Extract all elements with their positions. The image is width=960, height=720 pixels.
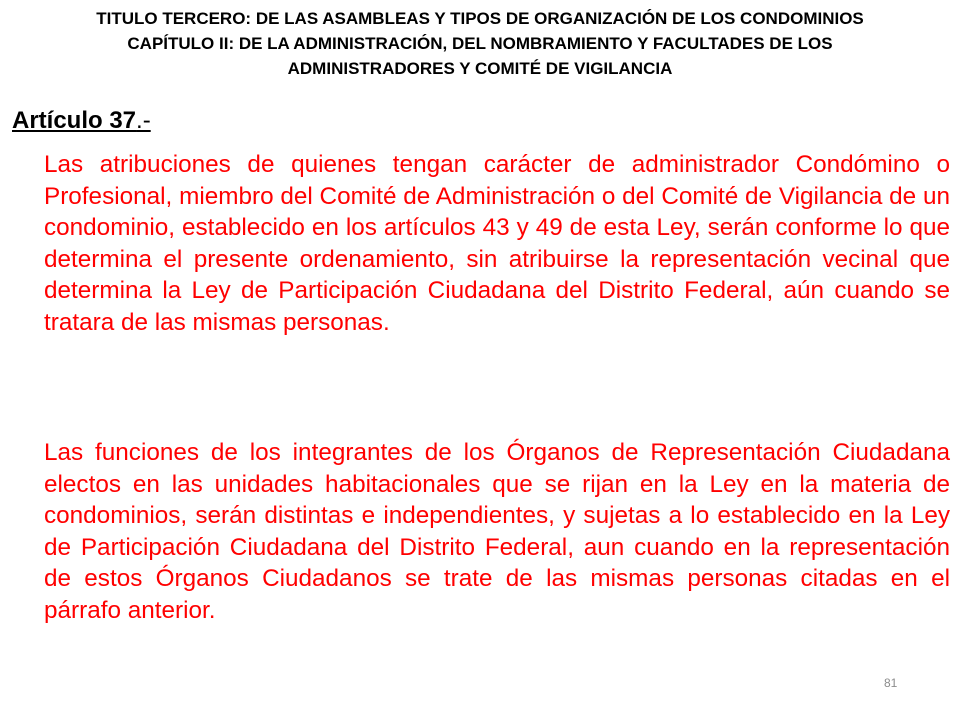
article-label: Artículo 37 [12, 107, 137, 134]
article-paragraph-1: Las atribuciones de quienes tengan carácter de administrador Condómino o Profesional, miembro del Comité de Administración o del Comité de Vigilancia de un condominio, establecido en los artículos 43 y 49 de esta Ley, serán conforme lo que determina el presente ordenamiento, sin atribuirse la representación vecinal que determina la Ley de Participación Ciudadana del Distrito Federal, aún cuando se tratara de las mismas personas. [44, 151, 950, 336]
article-suffix: .- [136, 107, 151, 134]
article-heading [12, 106, 151, 136]
header-chapter-line-continued: ADMINISTRADORES Y COMITÉ DE VIGILANCIA [287, 59, 673, 78]
header-title-line: TITULO TERCERO: DE LAS ASAMBLEAS Y TIPOS DE ORGANIZACIÓN DE LOS CONDOMINIOS [96, 9, 864, 28]
header-chapter-line: CAPÍTULO II: DE LA ADMINISTRACIÓN, DEL NOMBRAMIENTO Y FACULTADES DE LOS [127, 34, 833, 53]
article-paragraph-2: Las funciones de los integrantes de los Órganos de Representación Ciudadana electos en las unidades habitacionales que se rijan en la Ley en la materia de condominios, serán distintas e independientes, y sujetas a lo establecido en la Ley de Participación Ciudadana del Distrito Federal, aun cuando en la representación de estos Órganos Ciudadanos se trate de las mismas personas citadas en el párrafo anterior. [44, 439, 950, 624]
slide-number: 81 [884, 676, 898, 690]
chapter-header [20, 6, 940, 81]
